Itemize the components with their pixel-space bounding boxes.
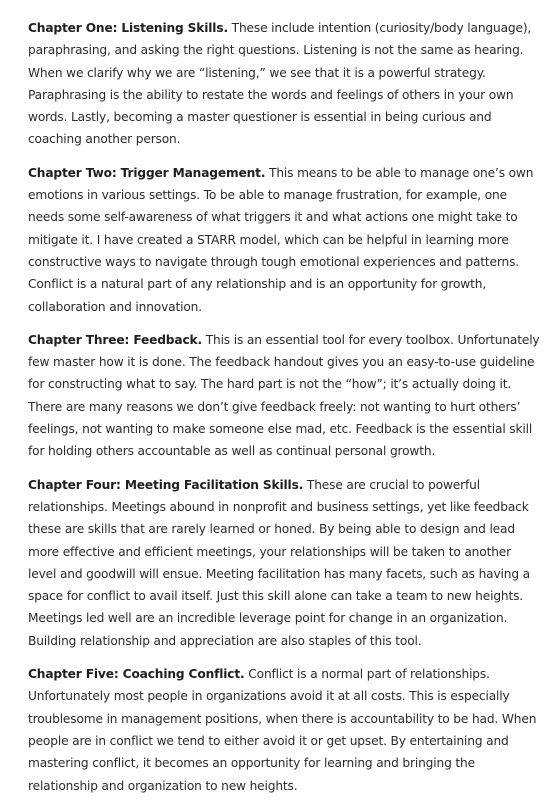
section-trigger-management (28, 162, 541, 318)
document-body (28, 17, 541, 808)
section-text: These include intention (curiosity/body language), paraphrasing, and asking the right questions. Listening is not the same as hearing. When we clarify why we are “listening,” we see that it is a powerful strategy. Paraphrasing is the ability to restate the words and feelings of others in your own words. Lastly, becoming a master questioner is essential in being curious and coaching another person. (28, 21, 532, 147)
section-heading: Chapter One: Listening Skills. (28, 21, 228, 35)
section-text: Conflict is a normal part of relationships. Unfortunately most people in organizations avoid it at all costs. This is especially troublesome in management positions, when there is accountability to be had. When people are in conflict we tend to either avoid it or get upset. By entertaining and mastering conflict, it becomes an opportunity for learning and bringing the relationship and organization to new heights. (28, 667, 537, 793)
section-text: This means to be able to manage one’s own emotions in various settings. To be able to manage frustration, for example, one needs some self-awareness of what triggers it and what actions one might take to mitigate it. I have created a STARR model, which can be helpful in learning more constructive ways to navigate through tough emotional experiences and patterns. Conflict is a natural part of any relationship and is an opportunity for growth, collaboration and innovation. (28, 165, 534, 314)
section-heading: Chapter Three: Feedback. (28, 332, 202, 347)
section-heading: Chapter Four: Meeting Facilitation Skills. (28, 477, 304, 492)
section-listening-skills (28, 17, 541, 151)
section-text: This is an essential tool for every toolbox. Unfortunately few master how it is done. The feedback handout gives you an easy-to-use guideline for constructing what to say. The hard part is not the “how”; it’s actually doing it. There are many reasons we don’t give feedback freely: not wanting to hurt others’ feelings, not wanting to make someone else mad, etc. Feedback is the essential skill for holding others accountable as well as continual personal growth. (28, 332, 540, 459)
section-heading: Chapter Two: Trigger Management. (28, 165, 266, 180)
section-text: These are crucial to powerful relationships. Meetings abound in nonprofit and business settings, yet like feedback these are skills that are rarely learned or honed. By being able to design and lead more effective and efficient meetings, your relationships will be taken to another level and goodwill will ensue. Meeting facilitation has many facets, such as having a space for conflict to avail itself. Just this skill alone can take a team to new heights. Meetings led well are an incredible leverage point for change in an organization. Building relationship and appreciation are also staples of this tool. (28, 477, 530, 648)
section-heading: Chapter Five: Coaching Conflict. (28, 667, 245, 682)
section-meeting-facilitation (28, 474, 541, 652)
section-feedback (28, 329, 541, 463)
section-coaching-conflict (28, 663, 541, 797)
